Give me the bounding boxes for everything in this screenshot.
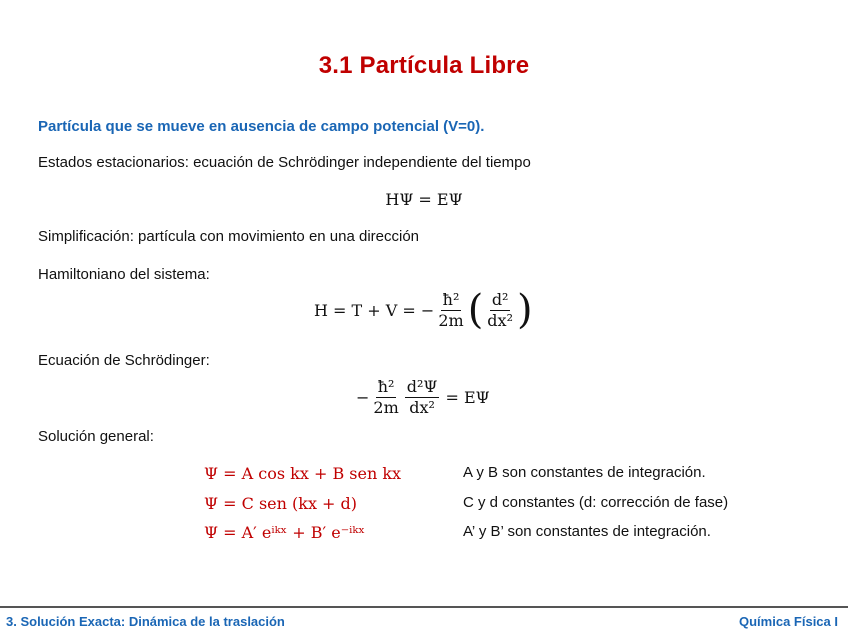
- solution-description-2: C y d constantes (d: corrección de fase): [463, 494, 729, 511]
- eigen-equation: HΨ = EΨ: [385, 190, 463, 209]
- schrodinger-equation: [356, 372, 490, 422]
- simplification-label: Simplificación: partícula con movimiento en una dirección: [38, 228, 420, 245]
- fraction-denominator: 2m: [438, 310, 464, 330]
- intro-text: Partícula que se mueve en ausencia de campo potencial (V=0).: [38, 118, 485, 135]
- fraction-numerator: ħ²: [442, 289, 460, 309]
- minus-sign: −: [356, 387, 370, 407]
- footer-divider: [0, 606, 848, 608]
- d2psi-over-dx2-fraction: [405, 377, 440, 418]
- solution-description-1: A y B son constantes de integración.: [463, 464, 706, 481]
- fraction-denominator: dx²: [409, 397, 435, 417]
- solution-equation-2: Ψ = C sen (kx + d): [204, 494, 358, 513]
- stationary-states-label: Estados estacionarios: ecuación de Schrödinger independiente del tiempo: [38, 154, 531, 171]
- hamiltonian-equation: [314, 284, 533, 336]
- slide-title: 3.1 Partícula Libre: [318, 52, 530, 79]
- hbar-over-2m-fraction: [436, 290, 465, 331]
- fraction-denominator: dx²: [487, 310, 513, 330]
- schrodinger-label: Ecuación de Schrödinger:: [38, 352, 210, 369]
- left-paren: (: [467, 287, 484, 333]
- schrodinger-rhs: = EΨ: [445, 387, 490, 407]
- hamiltonian-label: Hamiltoniano del sistema:: [38, 266, 210, 283]
- fraction-numerator: d²Ψ: [406, 376, 438, 396]
- fraction-denominator: 2m: [373, 397, 399, 417]
- solution-equation-1: Ψ = A cos kx + B sen kx: [204, 464, 402, 483]
- hamiltonian-lhs: H = T + V = −: [314, 300, 435, 320]
- hbar-over-2m-fraction: [371, 377, 400, 418]
- footer-chapter: 3. Solución Exacta: Dinámica de la traslación: [6, 614, 285, 629]
- footer-course: Química Física I: [739, 614, 838, 629]
- fraction-numerator: d²: [491, 289, 509, 309]
- fraction-numerator: ħ²: [377, 376, 395, 396]
- right-paren: ): [516, 287, 533, 333]
- solution-description-3: A’ y B’ son constantes de integración.: [463, 523, 711, 540]
- solution-equation-3: Ψ = A′ eⁱᵏˣ + B′ e⁻ⁱᵏˣ: [204, 523, 365, 542]
- second-derivative-fraction: [485, 290, 515, 331]
- general-solution-label: Solución general:: [38, 428, 154, 445]
